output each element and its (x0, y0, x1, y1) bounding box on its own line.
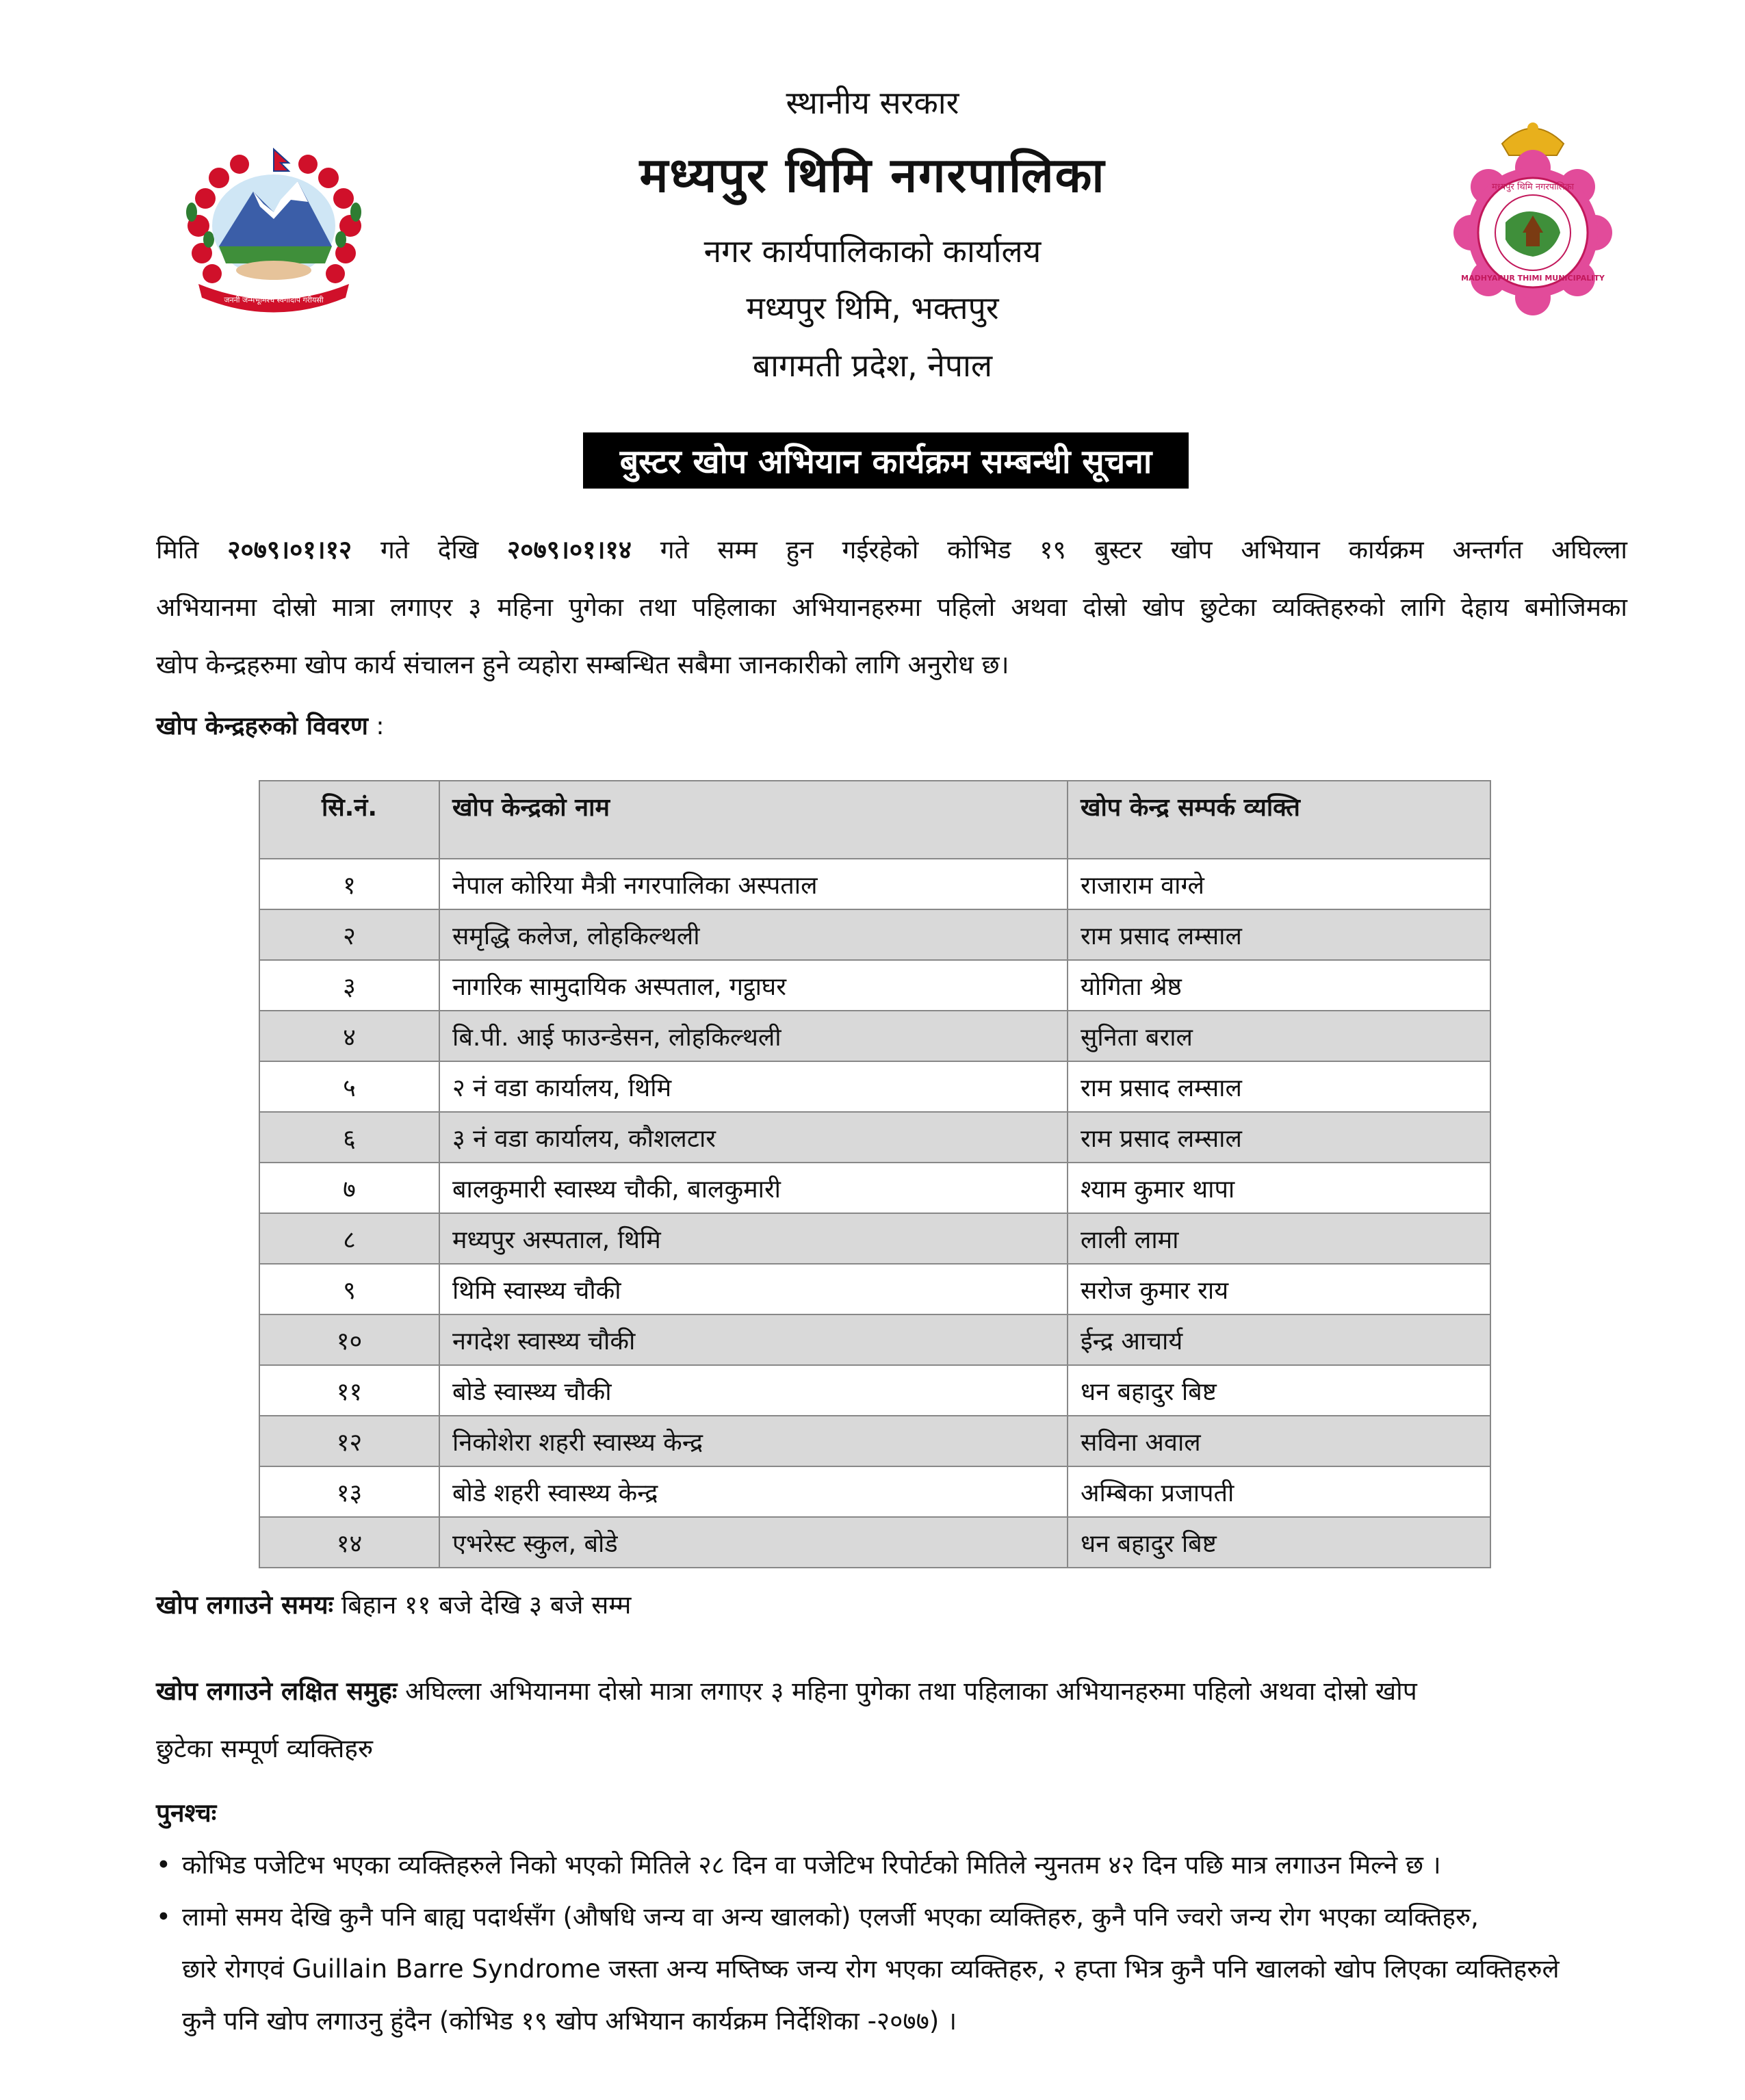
cell-contact-person: लाली लामा (1068, 1213, 1490, 1264)
cell-center-name: एभरेस्ट स्कुल, बोडे (439, 1517, 1068, 1568)
vaccination-time (156, 1586, 631, 1621)
emblem-motto: जननी जन्मभूमिश्च स्वर्गादपि गरीयसी (224, 296, 324, 304)
cell-contact-person: राजाराम वाग्ले (1068, 859, 1490, 909)
vaccination-time-value: बिहान ११ बजे देखि ३ बजे सम्म (333, 1590, 632, 1620)
cell-serial: ५ (259, 1061, 439, 1112)
col-header-serial: सि.नं. (259, 781, 439, 859)
cell-serial: २ (259, 909, 439, 960)
cell-contact-person: श्याम कुमार थापा (1068, 1163, 1490, 1213)
cell-serial: ४ (259, 1011, 439, 1061)
vaccination-time-label: खोप लगाउने समयः (156, 1590, 334, 1620)
table-row (259, 1517, 1490, 1568)
table-row (259, 1011, 1490, 1061)
cell-center-name: बि.पी. आई फाउन्डेसन, लोहकिल्थली (439, 1011, 1068, 1061)
table-row (259, 1264, 1490, 1314)
cell-center-name: समृद्धि कलेज, लोहकिल्थली (439, 909, 1068, 960)
cell-contact-person: राम प्रसाद लम्साल (1068, 909, 1490, 960)
target-group-line-2: छुटेका सम्पूर्ण व्यक्तिहरु (156, 1734, 374, 1763)
table-header-row (259, 781, 1490, 859)
madhyapur-thimi-municipality-logo-icon (1437, 113, 1629, 332)
cell-contact-person: राम प्रसाद लम्साल (1068, 1061, 1490, 1112)
logo-text-top: मध्यपुर थिमि नगरपालिका (1491, 182, 1575, 192)
intro-paragraph (156, 521, 1627, 694)
col-header-center-name: खोप केन्द्रको नाम (439, 781, 1068, 859)
postscript-heading: पुनश्चः (156, 1798, 217, 1828)
cell-contact-person: धन बहादुर बिष्ट (1068, 1517, 1490, 1568)
header-office: नगर कार्यपालिकाको कार्यालय (703, 233, 1042, 270)
cell-serial: ९ (259, 1264, 439, 1314)
cell-serial: १४ (259, 1517, 439, 1568)
bullet-icon: • (156, 1850, 171, 1880)
table-row (259, 1213, 1490, 1264)
date-from: २०७९।०१।१२ (227, 535, 352, 565)
table-row (259, 1112, 1490, 1163)
cell-contact-person: राम प्रसाद लम्साल (1068, 1112, 1490, 1163)
table-row (259, 1314, 1490, 1365)
target-group (156, 1663, 1417, 1778)
cell-serial: १० (259, 1314, 439, 1365)
table-row (259, 859, 1490, 909)
cell-serial: ६ (259, 1112, 439, 1163)
table-row (259, 1061, 1490, 1112)
cell-center-name: बालकुमारी स्वास्थ्य चौकी, बालकुमारी (439, 1163, 1068, 1213)
cell-contact-person: सुनिता बराल (1068, 1011, 1490, 1061)
logo-text-bottom: MADHYAPUR THIMI MUNICIPALITY (1461, 274, 1605, 283)
cell-contact-person: सरोज कुमार राय (1068, 1264, 1490, 1314)
postscript-list (156, 1839, 1648, 2047)
cell-center-name: निकोशेरा शहरी स्वास्थ्य केन्द्र (439, 1416, 1068, 1466)
header-location: मध्यपुर थिमि, भक्तपुर (746, 289, 999, 326)
col-header-contact-person: खोप केन्द्र सम्पर्क व्यक्ति (1068, 781, 1490, 859)
cell-serial: ७ (259, 1163, 439, 1213)
cell-center-name: बोडे शहरी स्वास्थ्य केन्द्र (439, 1466, 1068, 1517)
notice-title: बुस्टर खोप अभियान कार्यक्रम सम्बन्धी सूचना (583, 432, 1189, 489)
cell-center-name: नेपाल कोरिया मैत्री नगरपालिका अस्पताल (439, 859, 1068, 909)
centers-heading: खोप केन्द्रहरुको विवरण : (156, 712, 385, 740)
list-item: • कोभिड पजेटिभ भएका व्यक्तिहरुले निको भएको मितिले २८ दिन वा पजेटिभ रिपोर्टको मितिले न्युनतम ४२ दिन पछि मात्र लगाउन मिल्ने छ । (156, 1839, 1648, 1891)
header-municipality-name: मध्यपुर थिमि नगरपालिका (639, 147, 1106, 203)
table-row (259, 1163, 1490, 1213)
cell-contact-person: सविना अवाल (1068, 1416, 1490, 1466)
list-item: • लामो समय देखि कुनै पनि बाह्य पदार्थसँग (औषधि जन्य वा अन्य खालको) एलर्जी भएका व्यक्तिहरु, कुनै पनि ज्वरो जन्य रोग भएका व्यक्तिहरु, छारे रोगएवं Guillain Barre Syndrome जस्ता अन्य मष्तिष्क जन्य रोग भएका व्यक्तिहरु, २ हप्ता भित्र कुनै पनि खालको खोप लिएका व्यक्तिहरुले कुनै पनि खोप लगाउनु हुंदैन (कोभिड १९ खोप अभियान कार्यक्रम निर्देशिका -२०७७) । (156, 1891, 1648, 2047)
cell-center-name: नागरिक सामुदायिक अस्पताल, गट्ठाघर (439, 960, 1068, 1011)
table-row (259, 1365, 1490, 1416)
cell-center-name: मध्यपुर अस्पताल, थिमि (439, 1213, 1068, 1264)
intro-line-3: खोप केन्द्रहरुमा खोप कार्य संचालन हुने व्यहोरा सम्बन्धित सबैमा जानकारीको लागि अनुरोध छ। (156, 650, 1009, 679)
cell-contact-person: ईन्द्र आचार्य (1068, 1314, 1490, 1365)
cell-center-name: थिमि स्वास्थ्य चौकी (439, 1264, 1068, 1314)
cell-center-name: ३ नं वडा कार्यालय, कौशलटार (439, 1112, 1068, 1163)
bullet-icon: • (156, 1902, 171, 1932)
cell-contact-person: योगिता श्रेष्ठ (1068, 960, 1490, 1011)
target-group-line-1: खोप लगाउने लक्षित समुहः अघिल्ला अभियानमा दोस्रो मात्रा लगाएर ३ महिना पुगेका तथा पहिलाका अभियानहरुमा पहिलो अथवा दोस्रो खोप (156, 1676, 1417, 1706)
cell-center-name: बोडे स्वास्थ्य चौकी (439, 1365, 1068, 1416)
intro-line-2: अभियानमा दोस्रो मात्रा लगाएर ३ महिना पुगेका तथा पहिलाका अभियानहरुमा पहिलो अथवा दोस्रो खोप छुटेका व्यक्तिहरुको लागि देहाय बमोजिमका (156, 593, 1627, 622)
cell-center-name: २ नं वडा कार्यालय, थिमि (439, 1061, 1068, 1112)
table-row (259, 909, 1490, 960)
target-group-label: खोप लगाउने लक्षित समुहः (156, 1676, 398, 1706)
cell-contact-person: धन बहादुर बिष्ट (1068, 1365, 1490, 1416)
cell-serial: १२ (259, 1416, 439, 1466)
cell-serial: ८ (259, 1213, 439, 1264)
intro-line-1: मिति २०७९।०१।१२ गते देखि २०७९।०१।१४ गते सम्म हुन गईरहेको कोभिड १९ बुस्टर खोप अभियान कार्यक्रम अन्तर्गत अघिल्ला (156, 535, 1627, 565)
table-row (259, 1416, 1490, 1466)
date-to: २०७९।०१।१४ (507, 535, 632, 565)
table-row (259, 960, 1490, 1011)
header-province: बागमती प्रदेश, नेपाल (752, 347, 993, 384)
cell-serial: १३ (259, 1466, 439, 1517)
cell-center-name: नगदेश स्वास्थ्य चौकी (439, 1314, 1068, 1365)
cell-serial: ११ (259, 1365, 439, 1416)
header-local-government: स्थानीय सरकार (786, 84, 959, 121)
table-row (259, 1466, 1490, 1517)
cell-contact-person: अम्बिका प्रजापती (1068, 1466, 1490, 1517)
cell-serial: १ (259, 859, 439, 909)
vaccination-centers-table (259, 780, 1491, 1568)
nepal-government-emblem-icon (171, 144, 376, 315)
cell-serial: ३ (259, 960, 439, 1011)
